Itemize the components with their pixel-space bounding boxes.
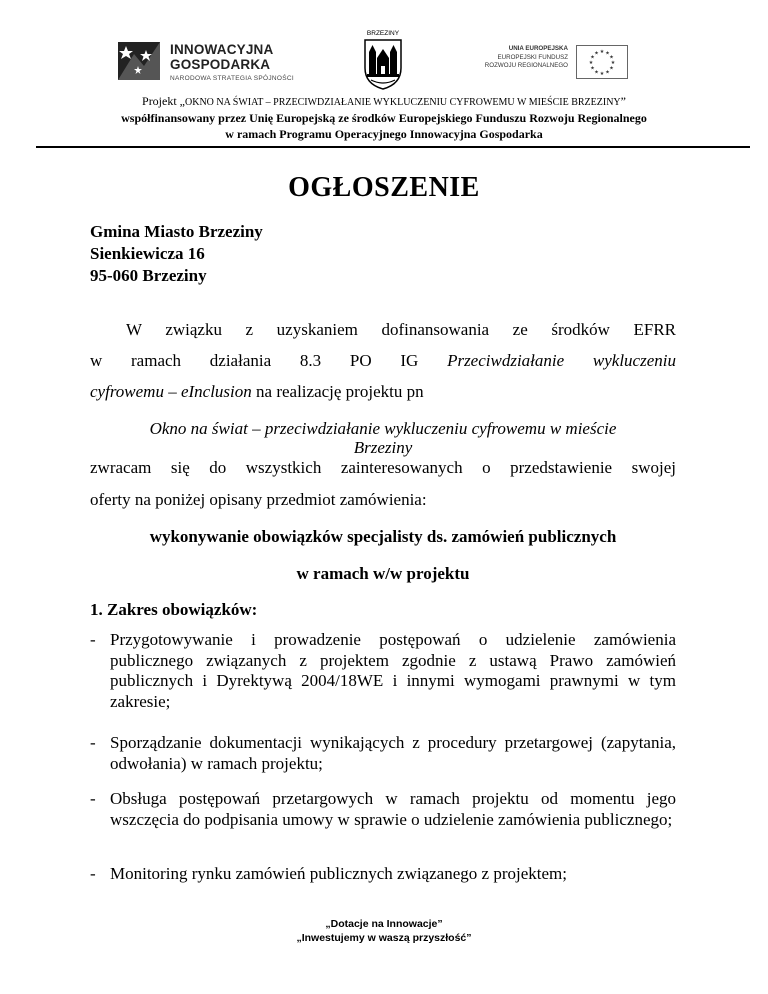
eu-logo-text [485, 45, 568, 71]
project-suffix: ” [620, 94, 626, 108]
body-line1: W związku z uzyskaniem dofinansowania ze środków EFRR [126, 320, 676, 339]
ig-logo-line1: INNOWACYJNA [170, 42, 274, 57]
order-subject-line1: wykonywanie obowiązków specjalisty ds. zamówień publicznych [149, 527, 617, 546]
eu-line2: EUROPEJSKI FUNDUSZ [497, 53, 568, 61]
cofinance-line: współfinansowany przez Unię Europejską ze środków Europejskiego Funduszu Rozwoju Regionalnego [121, 111, 647, 125]
crest-label: BRZEZINY [366, 30, 400, 37]
eu-star-icon: ★ [594, 70, 599, 76]
body-line2-italic: Przeciwdziałanie wykluczeniu [447, 351, 676, 370]
innowacyjna-gospodarka-logo [114, 36, 314, 86]
duty-text: Obsługa postępowań przetargowych w ramach projektu od momentu jego wszczęcia do podpisania umowy w sprawie o udzielenie zamówienia publicznego; [110, 789, 676, 829]
bullet-dash: - [90, 630, 96, 649]
eu-star-icon: ★ [610, 61, 616, 66]
address-line1: Gmina Miasto Brzeziny [90, 222, 263, 241]
brzeziny-crest-logo [360, 30, 406, 92]
eu-star-icon: ★ [590, 66, 595, 72]
bullet-dash: - [90, 864, 96, 883]
ig-logo-line3: NARODOWA STRATEGIA SPÓJNOŚCI [170, 75, 294, 82]
eu-star-icon: ★ [588, 61, 594, 66]
body-line3-text: na realizację projektu pn [251, 382, 424, 401]
eu-star-icon: ★ [599, 50, 605, 55]
footer-line2: „Inwestujemy w waszą przyszłość” [296, 932, 472, 944]
eu-star-icon: ★ [605, 51, 610, 57]
body-line3 [90, 382, 676, 402]
project-name: OKNO NA ŚWIAT – PRZECIWDZIAŁANIE WYKLUCZENIU CYFROWEMU W MIEŚCIE BRZEZINY [185, 97, 621, 108]
duty-list-item [90, 630, 676, 712]
header-divider [36, 146, 750, 148]
duty-list-item [90, 733, 676, 774]
body-line3-italic: cyfrowemu – eInclusion [90, 382, 252, 401]
eu-star-icon: ★ [609, 55, 614, 61]
section-heading: 1. Zakres obowiązków: [90, 600, 258, 619]
eu-star-icon: ★ [594, 51, 599, 57]
bullet-dash: - [90, 789, 96, 808]
programme-line: w ramach Programu Operacyjnego Innowacyjna Gospodarka [225, 127, 543, 141]
body-line2-text: w ramach działania 8.3 PO IG [90, 351, 448, 370]
duty-text: Monitoring rynku zamówień publicznych związanego z projektem; [110, 864, 567, 883]
eu-erdf-logo [482, 45, 632, 81]
page-title: OGŁOSZENIE [288, 172, 480, 203]
eu-star-icon: ★ [609, 66, 614, 72]
eu-flag-icon [576, 45, 628, 79]
bullet-dash: - [90, 733, 96, 752]
project-prefix: Projekt „ [142, 94, 186, 108]
eu-star-icon: ★ [599, 72, 605, 77]
body-line5: oferty na poniżej opisany przedmiot zamówienia: [90, 490, 427, 509]
body-line2 [90, 351, 676, 371]
duty-text: Przygotowywanie i prowadzenie postępowań o udzielenie zamówienia publicznego związanych z projektem zgodnie z ustawą Prawo zamówień publicznych i Dyrektywą 2004/18WE i innymi wymogami prawnymi w tym zakresie; [110, 630, 676, 711]
order-subject-line2: w ramach w/w projektu [296, 564, 470, 583]
eu-star-icon: ★ [605, 70, 610, 76]
duty-list-item [90, 864, 676, 885]
body-line4: zwracam się do wszystkich zainteresowanych o przedstawienie swojej [90, 458, 676, 477]
project-name-line [0, 94, 768, 109]
ig-logo-line2: GOSPODARKA [170, 57, 271, 72]
project-title-line1: Okno na świat – przeciwdziałanie wykluczeniu cyfrowemu w mieście [149, 419, 617, 438]
eu-line1: UNIA EUROPEJSKA [508, 45, 568, 52]
address-line3: 95-060 Brzeziny [90, 266, 207, 285]
eu-star-icon: ★ [590, 55, 595, 61]
eu-line3: ROZWOJU REGIONALNEGO [484, 62, 568, 69]
project-title-line2: Brzeziny [353, 438, 413, 457]
ig-star-mark-icon [114, 36, 164, 84]
duty-text: Sporządzanie dokumentacji wynikających z procedury przetargowej (zapytania, odwołania) w ramach projektu; [110, 733, 676, 773]
duty-list-item [90, 789, 676, 830]
footer-line1: „Dotacje na Innowacje” [325, 918, 443, 930]
address-line2: Sienkiewicza 16 [90, 244, 205, 263]
castle-crest-icon [363, 38, 403, 90]
